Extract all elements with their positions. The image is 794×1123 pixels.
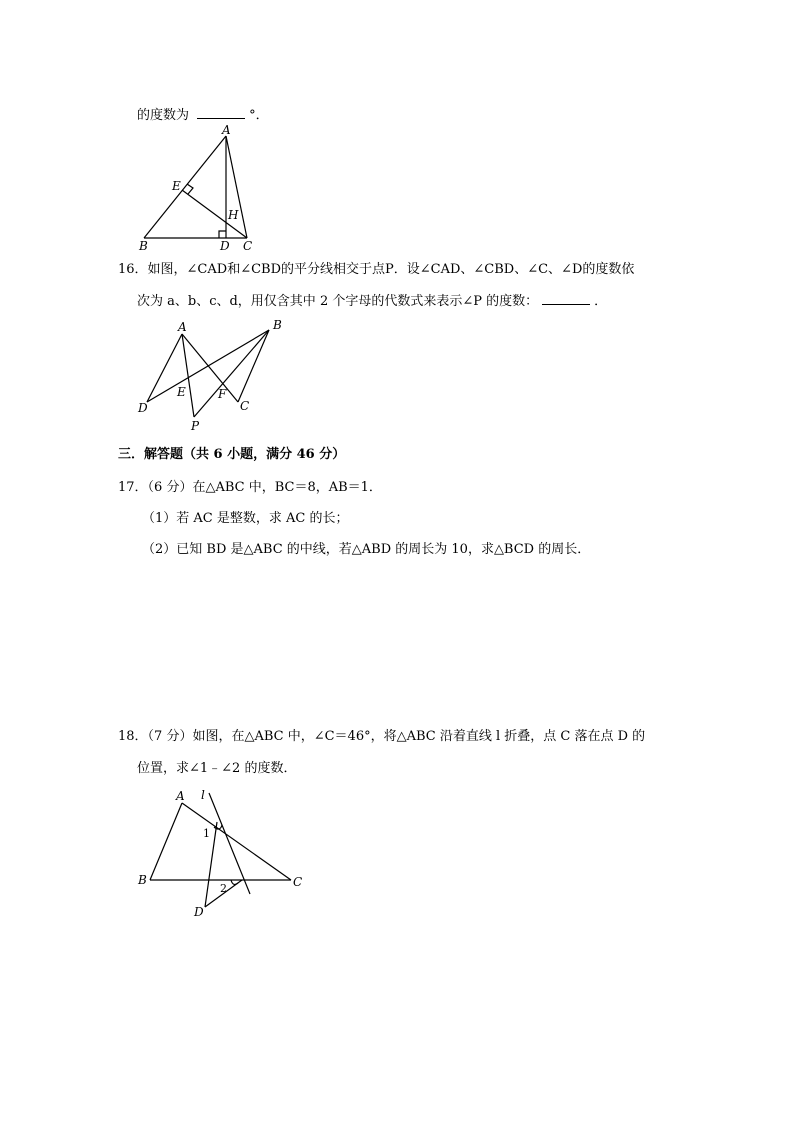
q18-label-2: 2 — [220, 882, 227, 895]
q17-part2: （2）已知 BD 是△ABC 的中线，若△ABD 的周长为 10，求△BCD 的周长． — [142, 542, 591, 557]
q16-label-f: F — [218, 387, 227, 401]
q16-label-a: A — [178, 320, 187, 334]
q15-label-h: H — [228, 208, 239, 222]
q16-seg-bp — [194, 330, 269, 417]
q16-label-e: E — [177, 385, 186, 399]
q18-fold-line-l — [209, 793, 250, 894]
q16-label-d: D — [138, 401, 148, 415]
q15-side-ab — [144, 136, 226, 238]
q16-line2 — [137, 292, 607, 310]
q15-answer-blank — [197, 106, 245, 119]
q16-label-p: P — [191, 419, 200, 433]
q15-right-angle-d — [219, 231, 226, 238]
q15-label-a: A — [222, 123, 231, 137]
q18-label-d: D — [194, 905, 204, 919]
q15-side-ac — [226, 136, 247, 238]
q18-angle-mark-2 — [231, 880, 238, 884]
q16-seg-bc — [238, 330, 269, 402]
q18-figure — [130, 784, 315, 924]
q15-figure — [130, 122, 270, 257]
q15-label-e: E — [172, 179, 181, 193]
q16-label-b: B — [273, 318, 282, 332]
q18-label-b: B — [138, 873, 147, 887]
q15-end-punct: ． — [255, 108, 269, 123]
q15-tail-text: 的度数为 — [137, 108, 190, 123]
q18-label-1: 1 — [203, 827, 210, 840]
q15-right-angle-e — [187, 184, 193, 194]
q17-stem: 17．（6 分）在△ABC 中，BC＝8，AB＝1． — [118, 480, 382, 495]
q18-label-l: l — [201, 788, 205, 802]
q18-side-ab — [150, 803, 182, 880]
q16-answer-blank — [542, 292, 590, 305]
section3-title: 三．解答题（共 6 小题，满分 46 分） — [118, 447, 346, 462]
q15-label-d: D — [220, 239, 230, 253]
q15-degree-sign: ° — [249, 108, 256, 123]
q16-line1: 16．如图，∠CAD和∠CBD的平分线相交于点P．设∠CAD、∠CBD、∠C、∠D的度数依 — [118, 262, 635, 277]
q17-part1: （1）若 AC 是整数，求 AC 的长； — [142, 511, 349, 526]
q18-label-a: A — [176, 789, 185, 803]
q15-label-c: C — [243, 239, 253, 253]
q18-side-ac — [182, 803, 291, 880]
q18-label-c: C — [293, 875, 303, 889]
q18-line1: 18．（7 分）如图，在△ABC 中，∠C＝46°，将△ABC 沿着直线 l 折叠，点 C 落在点 D 的 — [118, 729, 646, 744]
q16-end-punct: ． — [594, 294, 608, 309]
q15-label-b: B — [139, 239, 148, 253]
q16-line2-text: 次为 a、b、c、d，用仅含其中 2 个字母的代数式来表示∠P 的度数： — [137, 294, 539, 309]
q18-line2: 位置，求∠1﹣∠2 的度数． — [137, 761, 297, 776]
q16-label-c: C — [240, 399, 250, 413]
q16-figure — [130, 318, 290, 436]
